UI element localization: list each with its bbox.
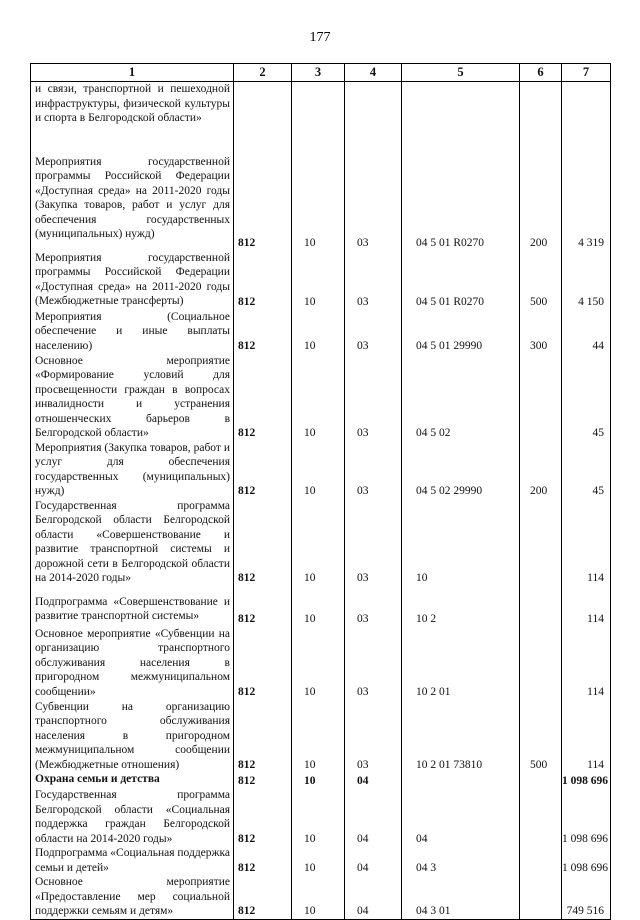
row-section: 10	[292, 499, 345, 586]
row-target-article: 04 3 01	[402, 875, 520, 919]
table-row	[31, 310, 611, 354]
row-description: Мероприятия государственной программы Российской Федерации «Доступная среда» на 2011-2020 годы (Закупка товаров, работ и услуг для обеспечения государственных (муниципальных) нужд)	[31, 155, 234, 251]
table-row	[31, 155, 611, 251]
row-section: 10	[292, 772, 345, 788]
table-row	[31, 251, 611, 310]
table-row	[31, 82, 611, 155]
table-row	[31, 586, 611, 627]
row-subsection: 04	[345, 772, 402, 788]
header-row	[31, 64, 611, 82]
row-section: 10	[292, 310, 345, 354]
column-header-subsection: 4	[345, 64, 402, 82]
row-subsection: 04	[345, 875, 402, 919]
row-description: Мероприятия государственной программы Российской Федерации «Доступная среда» на 2011-2020 годы (Межбюджетные трансферты)	[31, 251, 234, 310]
row-expense-type	[520, 875, 562, 919]
row-department: 812	[234, 788, 292, 846]
row-subsection: 04	[345, 846, 402, 875]
row-department: 812	[234, 310, 292, 354]
row-target-article: 04 5 01 29990	[402, 310, 520, 354]
row-department: 812	[234, 499, 292, 586]
row-expense-type	[520, 627, 562, 700]
row-subsection: 03	[345, 627, 402, 700]
column-header-expense-type: 6	[520, 64, 562, 82]
row-amount: 45	[562, 441, 611, 499]
row-subsection: 04	[345, 788, 402, 846]
row-section: 10	[292, 846, 345, 875]
row-description: Охрана семьи и детства	[31, 772, 234, 788]
row-description: Основное мероприятие «Субвенции на организацию транспортного обслуживания населения в пригородном межмуниципальном сообщении»	[31, 627, 234, 700]
row-department: 812	[234, 772, 292, 788]
row-section: 10	[292, 788, 345, 846]
row-expense-type	[520, 586, 562, 627]
row-amount: 1 098 696	[562, 772, 611, 788]
row-description: Субвенции на организацию транспортного обслуживания населения в пригородном межмуниципальном сообщении (Межбюджетные отношения)	[31, 700, 234, 773]
row-description: Основное мероприятие «Предоставление мер социальной поддержки семьям и детям»	[31, 875, 234, 919]
row-department: 812	[234, 251, 292, 310]
row-section: 10	[292, 155, 345, 251]
row-department: 812	[234, 354, 292, 441]
row-amount: 114	[562, 700, 611, 773]
row-target-article: 10 2 01 73810	[402, 700, 520, 773]
row-department: 812	[234, 586, 292, 627]
table-row	[31, 354, 611, 441]
row-section: 10	[292, 875, 345, 919]
row-subsection: 03	[345, 441, 402, 499]
column-header-target-article: 5	[402, 64, 520, 82]
row-subsection: 03	[345, 155, 402, 251]
row-amount: 45	[562, 354, 611, 441]
row-target-article: 04 3	[402, 846, 520, 875]
row-expense-type	[520, 354, 562, 441]
row-target-article: 04 5 02	[402, 354, 520, 441]
row-expense-type	[520, 499, 562, 586]
row-description: и связи, транспортной и пешеходной инфраструктуры, физической культуры и спорта в Белгородской области»	[31, 82, 234, 155]
row-subsection: 03	[345, 251, 402, 310]
table-row	[31, 627, 611, 700]
row-description: Мероприятия (Закупка товаров, работ и услуг для обеспечения государственных (муниципальных) нужд)	[31, 441, 234, 499]
row-target-article: 10	[402, 499, 520, 586]
table-row	[31, 499, 611, 586]
row-amount	[562, 82, 611, 155]
table-row	[31, 441, 611, 499]
row-target-article: 04 5 01 R0270	[402, 155, 520, 251]
row-department: 812	[234, 441, 292, 499]
row-description: Основное мероприятие «Формирование условий для просвещенности граждан в вопросах инвалидности и устранения отношенческих барьеров в Белгородской области»	[31, 354, 234, 441]
column-header-description: 1	[31, 64, 234, 82]
row-expense-type	[520, 82, 562, 155]
row-subsection: 03	[345, 700, 402, 773]
row-description: Подпрограмма «Социальная поддержка семьи и детей»	[31, 846, 234, 875]
column-header-amount: 7	[562, 64, 611, 82]
table-row	[31, 846, 611, 875]
row-expense-type: 500	[520, 251, 562, 310]
row-section: 10	[292, 354, 345, 441]
row-description: Мероприятия (Социальное обеспечение и иные выплаты населению)	[31, 310, 234, 354]
row-expense-type: 500	[520, 700, 562, 773]
row-section: 10	[292, 251, 345, 310]
row-department: 812	[234, 700, 292, 773]
page-number: 177	[309, 30, 331, 45]
column-header-section: 3	[292, 64, 345, 82]
row-amount: 4 150	[562, 251, 611, 310]
row-department: 812	[234, 155, 292, 251]
row-expense-type	[520, 788, 562, 846]
row-amount: 44	[562, 310, 611, 354]
row-amount: 114	[562, 499, 611, 586]
row-amount: 1 098 696	[562, 788, 611, 846]
row-expense-type	[520, 846, 562, 875]
table-row	[31, 875, 611, 919]
column-header-department: 2	[234, 64, 292, 82]
row-expense-type: 300	[520, 310, 562, 354]
row-section: 10	[292, 700, 345, 773]
row-subsection: 03	[345, 310, 402, 354]
row-target-article: 10 2 01	[402, 627, 520, 700]
row-amount: 4 319	[562, 155, 611, 251]
row-expense-type	[520, 772, 562, 788]
row-section	[292, 82, 345, 155]
row-target-article: 04	[402, 788, 520, 846]
row-amount: 114	[562, 586, 611, 627]
table-row	[31, 788, 611, 846]
table-row	[31, 700, 611, 773]
row-target-article	[402, 772, 520, 788]
row-amount: 749 516	[562, 875, 611, 919]
row-amount: 1 098 696	[562, 846, 611, 875]
row-expense-type: 200	[520, 441, 562, 499]
row-target-article: 10 2	[402, 586, 520, 627]
row-department	[234, 82, 292, 155]
row-description: Подпрограмма «Совершенствование и развитие транспортной системы»	[31, 586, 234, 627]
row-expense-type: 200	[520, 155, 562, 251]
row-section: 10	[292, 627, 345, 700]
row-department: 812	[234, 875, 292, 919]
row-subsection	[345, 82, 402, 155]
budget-table	[30, 63, 611, 920]
row-department: 812	[234, 627, 292, 700]
row-amount: 114	[562, 627, 611, 700]
row-section: 10	[292, 586, 345, 627]
row-target-article: 04 5 01 R0270	[402, 251, 520, 310]
row-subsection: 03	[345, 586, 402, 627]
table-row-section	[31, 772, 611, 788]
row-description: Государственная программа Белгородской области «Социальная поддержка граждан Белгородской области на 2014-2020 годы»	[31, 788, 234, 846]
row-target-article	[402, 82, 520, 155]
row-description: Государственная программа Белгородской области Белгородской области «Совершенствование и развитие транспортной системы и дорожной сети в Белгородской области на 2014-2020 годы»	[31, 499, 234, 586]
row-subsection: 03	[345, 499, 402, 586]
row-target-article: 04 5 02 29990	[402, 441, 520, 499]
row-subsection: 03	[345, 354, 402, 441]
row-department: 812	[234, 846, 292, 875]
row-section: 10	[292, 441, 345, 499]
